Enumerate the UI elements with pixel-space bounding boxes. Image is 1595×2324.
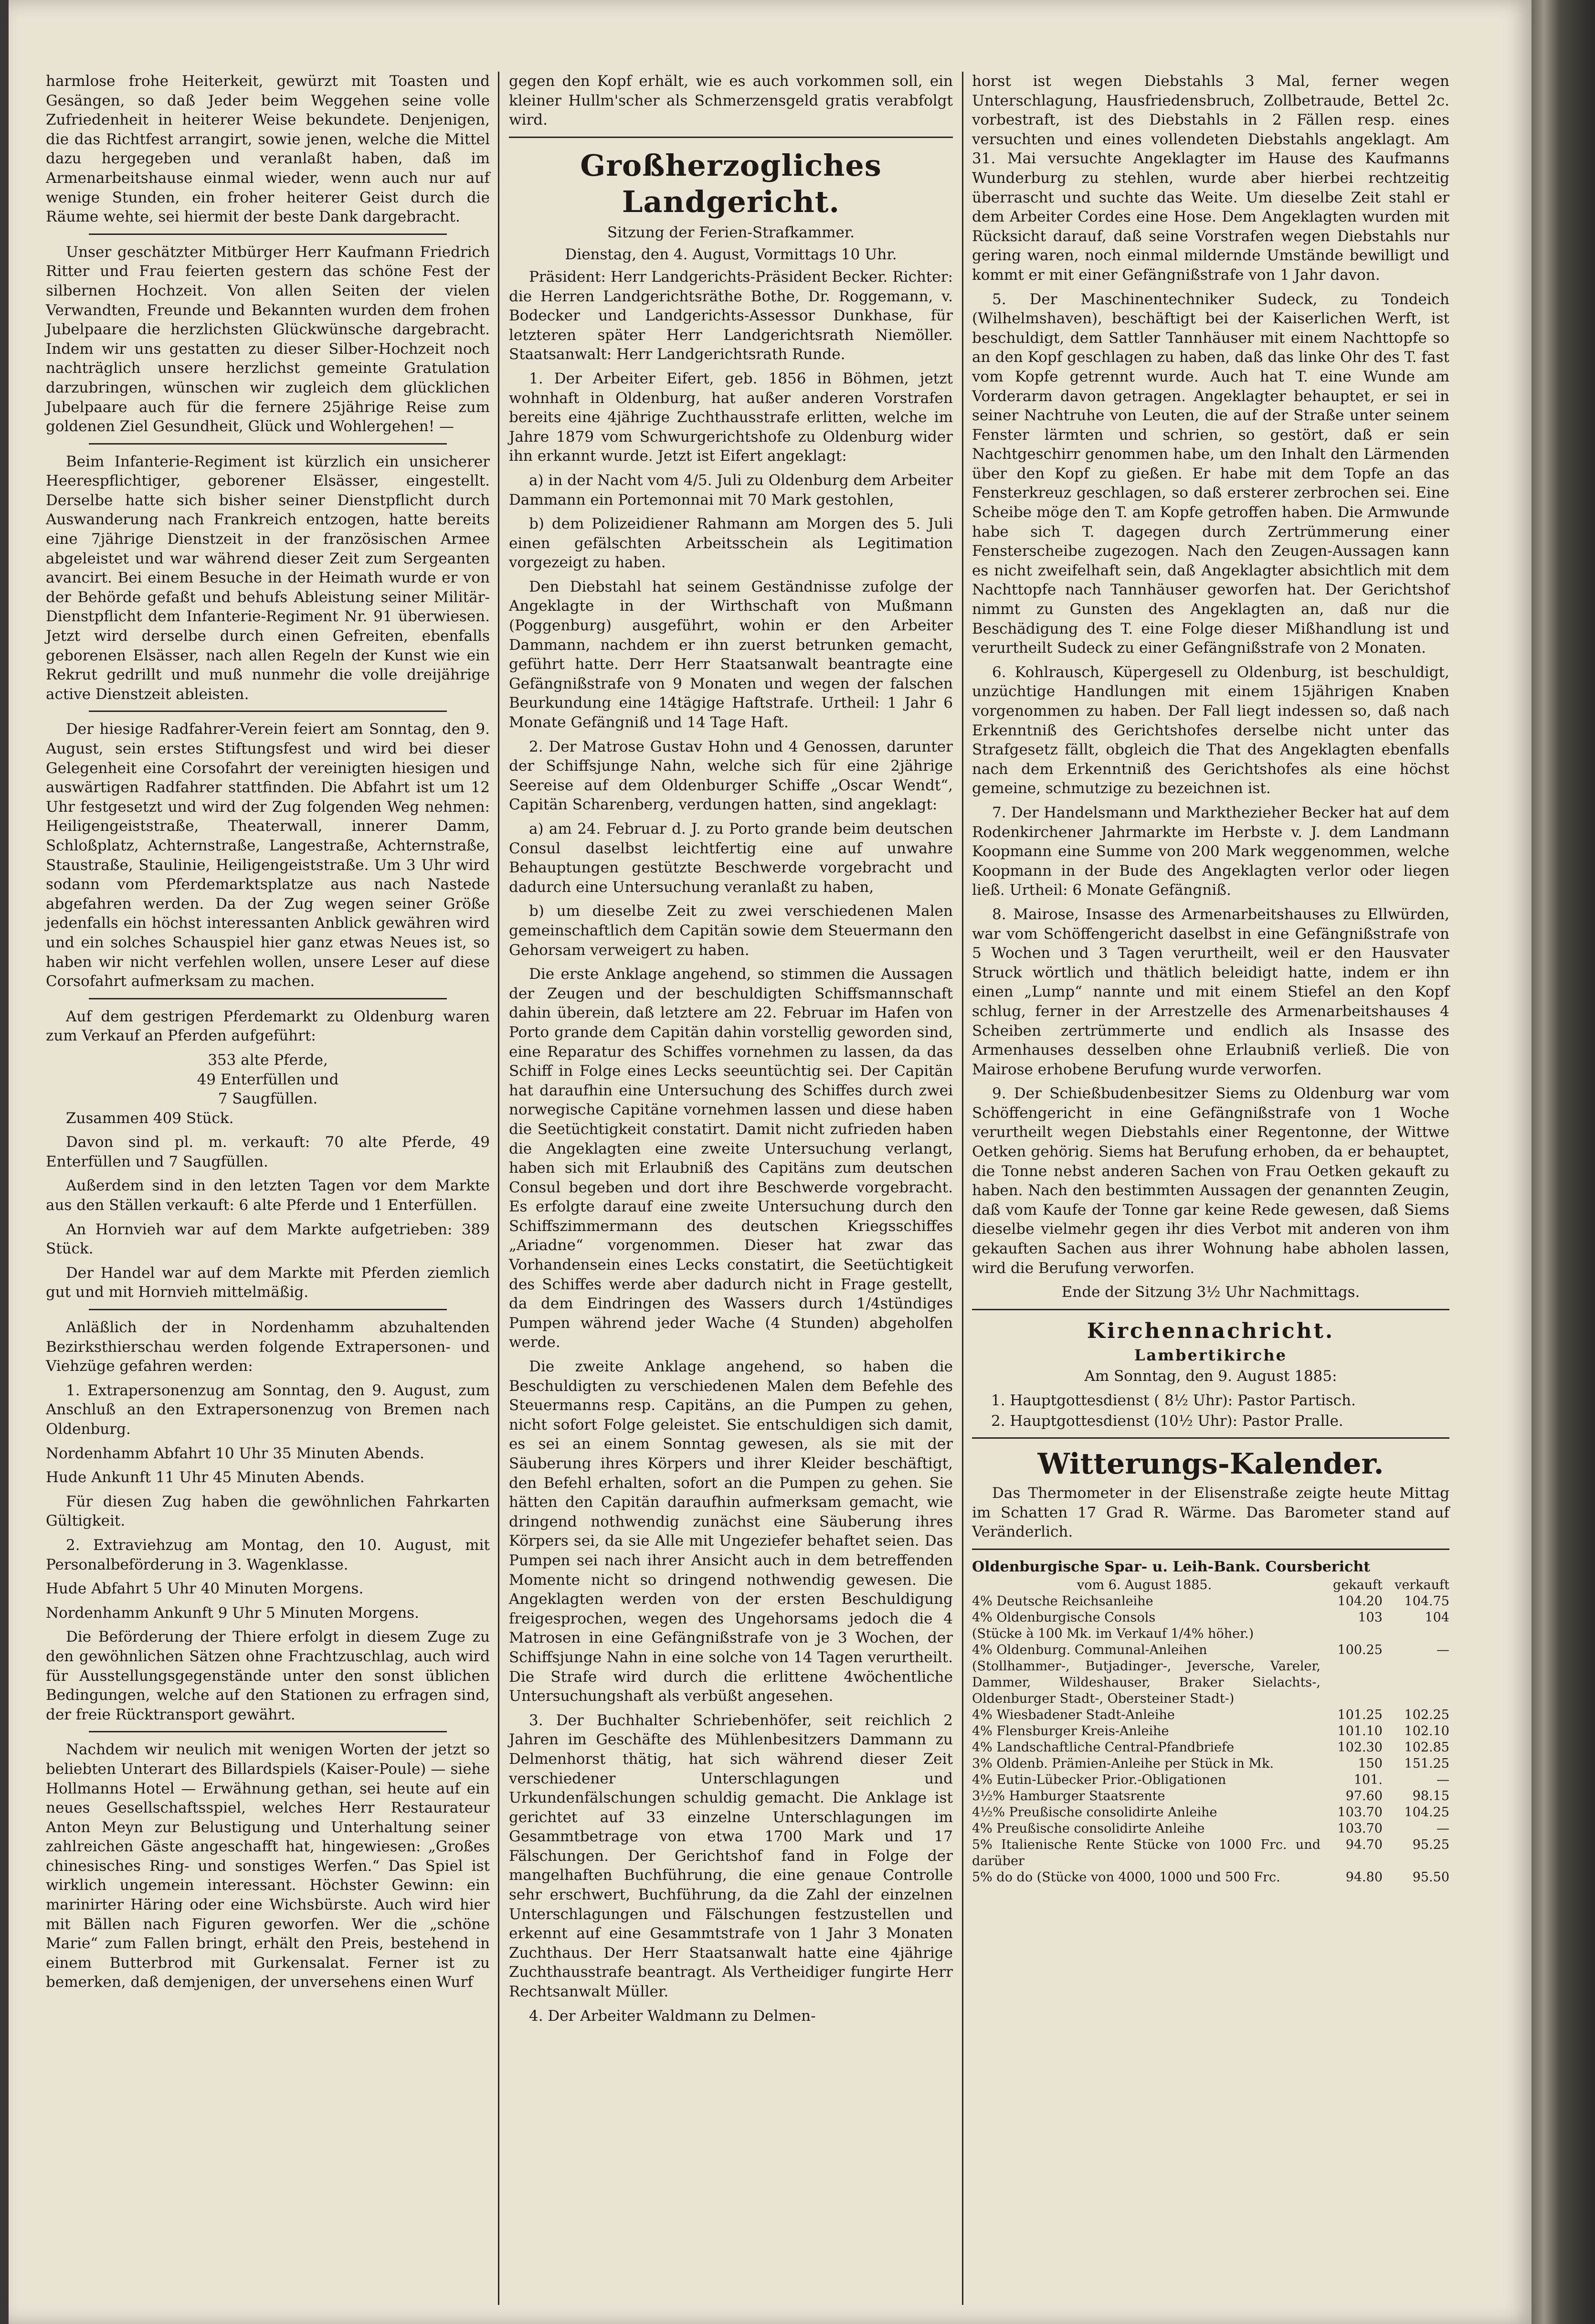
exchange-sold: 104.75	[1404, 1593, 1449, 1609]
article-text: 1. Extrapersonenzug am Sonntag, den 9. August, zum Anschluß an den Extrapersonenzug von Bremen nach Oldenburg.	[46, 1381, 490, 1438]
exchange-name: 4% Landschaftliche Central-Pfandbriefe	[972, 1740, 1235, 1755]
timetable-line: Hude Abfahrt 5 Uhr 40 Minuten Morgens.	[46, 1580, 364, 1598]
service-item: 2. Hauptgottesdienst (10½ Uhr): Pastor Pralle.	[991, 1412, 1343, 1430]
list-item: 7 Saugfüllen.	[218, 1090, 318, 1108]
article-cycling-club: Der hiesige Radfahrer-Verein feiert am Sonntag, den 9. August, sein erstes Stiftungsfest und wird bei dieser Gelegenheit eine Corsofahrt der vereinigten hiesigen und auswärtigen Radfahrer stattfinden. Die Abfahrt ist um 12 Uhr festgesetzt und wird der Zug folgenden Weg nehmen: Heiligengeiststraße, Theaterwall, innerer Damm, Schloßplatz, Achternstraße, Langestraße, Achternstraße, Staustraße, Staulinie, Heiligengeiststraße. Um 3 Uhr wird sodann vom Pferdemarktsplatze aus nach Nastede abgefahren werden. Da der Zug wegen seiner Größe jedenfalls ein höchst interessanten Anblick gewähren wird und ein solches Schauspiel hier ganz etwas Neues ist, so haben wir nicht verfehlen wollen, unsere Leser auf diese Corsofahrt aufmerksam zu machen.	[46, 721, 490, 990]
exchange-name: 4% Oldenburg. Communal-Anleihen	[972, 1642, 1207, 1657]
exchange-name: 5% Italienische Rente Stücke von 1000 Frc. und darüber	[972, 1837, 1320, 1868]
article-animal-show: Anläßlich der in Nordenhamm abzuhaltenden Bezirksthierschau werden folgende Extrapersonen- und Viehzüge gefahren werden:	[46, 1319, 490, 1375]
exchange-sold: 102.85	[1404, 1740, 1449, 1755]
weather-heading: Witterungs-Kalender.	[1037, 1447, 1384, 1481]
exchange-name: (Stücke à 100 Mk. im Verkauf 1/4% höher.)	[972, 1626, 1254, 1641]
timetable-line: Hude Ankunft 11 Uhr 45 Minuten Abends.	[46, 1469, 365, 1486]
column-2	[509, 72, 953, 2305]
weather-text: Das Thermometer in der Elisenstraße zeigte heute Mittag im Schatten 17 Grad R. Wärme. Das Barometer stand auf Veränderlich.	[972, 1485, 1449, 1541]
exchange-sold	[1383, 1658, 1449, 1707]
exchange-bought: 101.25	[1337, 1707, 1383, 1722]
col-head-sold: verkauft	[1394, 1577, 1449, 1592]
exchange-row	[972, 1788, 1449, 1804]
church-news-heading: Kirchennachricht.	[1087, 1318, 1335, 1343]
exchange-sold: 95.25	[1412, 1837, 1449, 1852]
exchange-row	[972, 1740, 1449, 1756]
exchange-table	[972, 1577, 1449, 1886]
list-item: 49 Enterfüllen und	[197, 1071, 339, 1088]
case-text: b) dem Polizeidiener Rahmann am Morgen des 5. Juli einen gefälschten Arbeitsschein als Legitimation vorgezeigt zu haben.	[509, 515, 953, 572]
exchange-rows	[972, 1593, 1449, 1886]
exchange-row	[972, 1723, 1449, 1740]
exchange-bought: 94.80	[1345, 1869, 1383, 1885]
church-name: Lambertikirche	[1134, 1346, 1287, 1364]
divider	[89, 998, 447, 999]
list-item: 353 alte Pferde,	[208, 1051, 328, 1069]
article-text: Außerdem sind in den letzten Tagen vor dem Markte aus den Ställen verkauft: 6 alte Pferde und 1 Enterfüllen.	[46, 1177, 490, 1214]
divider	[972, 1309, 1449, 1310]
article-text: gegen den Kopf erhält, wie es auch vorkommen soll, ein kleiner Hullm'scher als Schmerzensgeld gratis verabfolgt wird.	[509, 73, 953, 129]
exchange-sold: 102.25	[1404, 1707, 1449, 1722]
exchange-bought: 101.10	[1337, 1723, 1383, 1739]
exchange-sold: 104	[1425, 1610, 1449, 1625]
article-game: Nachdem wir neulich mit wenigen Worten der jetzt so beliebten Unterart des Billardspiels (Kaiser-Poule) — siehe Hollmanns Hotel — Erwähnung gethan, sei heute auf ein neues Gesellschaftsspiel, welches Herr Restaurateur Anton Meyn zur Belustigung und Unterhaltung seiner zahlreichen Gäste angeschafft hat, hingewiesen: „Großes chinesisches Ring- und sonstiges Werfen.“ Das Spiel ist wirklich ungemein interessant. Höchster Gewinn: ein marinirter Häring oder eine Wichsbürste. Auch wird hier mit Bällen nach Figuren geworfen. Wer die „schöne Marie“ zum Fallen bringt, erhält den Preis, bestehend in einem Butterbrod mit Gurkensalat. Ferner ist zu bemerken, daß demjenigen, der unversehens einen Wurf	[46, 1741, 490, 1991]
article-text: Der Handel war auf dem Markte mit Pferden ziemlich gut und mit Hornvieh mittelmäßig.	[46, 1264, 490, 1301]
case-text: Den Diebstahl hat seinem Geständnisse zufolge der Angeklagte in der Wirthschaft von Mußmann (Poggenburg) ausgeführt, wohin er den Arbeiter Dammann, nachdem er ihn zuerst betrunken gemacht, geführt hatte. Derr Herr Staatsanwalt beantragte eine Gefängnißstrafe von 9 Monaten und wegen der falschen Beurkundung eine 14tägige Haftstrafe. Urtheil: 1 Jahr 6 Monate Gefängniß und 14 Tage Haft.	[509, 578, 953, 732]
exchange-row	[972, 1804, 1449, 1821]
exchange-bought	[1320, 1626, 1383, 1642]
col-head-bought: gekauft	[1333, 1577, 1383, 1592]
timetable-line: Nordenhamm Abfahrt 10 Uhr 35 Minuten Abends.	[46, 1444, 424, 1462]
article-text: Davon sind pl. m. verkauft: 70 alte Pferde, 49 Enterfüllen und 7 Saugfüllen.	[46, 1134, 490, 1170]
exchange-sold: 98.15	[1412, 1788, 1449, 1804]
exchange-bought: 100.25	[1337, 1642, 1383, 1657]
exchange-sold: —	[1437, 1642, 1449, 1657]
exchange-name: 4% Wiesbadener Stadt-Anleihe	[972, 1707, 1175, 1722]
exchange-bought	[1320, 1658, 1383, 1707]
article-infantry: Beim Infanterie-Regiment ist kürzlich ein unsicherer Heerespflichtiger, geborener Elsässer, eingestellt. Derselbe hatte sich bisher seiner Dienstpflicht durch Auswanderung nach Frankreich entzogen, hatte bereits eine 7jährige Dienstzeit in der französischen Armee abgeleistet und war während dieser Zeit zum Sergeanten avancirt. Bei einem Besuche in der Heimath wurde er von der Behörde gefaßt und behufs Ableistung seiner Militär-Dienstpflicht dem Infanterie-Regiment Nr. 91 überwiesen. Jetzt wird derselbe durch einen Gefreiten, ebenfalls geborenen Elsässer, nach allen Regeln der Kunst wie ein Rekrut gedrillt und muß nunmehr die volle dreijährige active Dienstzeit ableisten.	[46, 453, 490, 703]
church-date: Am Sonntag, den 9. August 1885:	[1084, 1368, 1337, 1385]
article-text: An Hornvieh war auf dem Markte aufgetrieben: 389 Stück.	[46, 1220, 490, 1258]
newspaper-page	[9, 0, 1532, 2324]
exchange-row	[972, 1610, 1449, 1626]
exchange-name: 4% Oldenburgische Consols	[972, 1610, 1156, 1625]
exchange-bought: 150	[1358, 1756, 1383, 1771]
column-1	[46, 72, 490, 2305]
case-7: 7. Der Handelsmann und Markthezieher Becker hat auf dem Rodenkirchener Jahrmarkte im Herbste v. J. dem Landmann Koopmann eine Summe von 200 Mark weggenommen, welche Koopmann in der Bude des Angeklagten verlor oder liegen ließ. Urtheil: 6 Monate Gefängniß.	[972, 804, 1449, 899]
exchange-title: Oldenburgische Spar- u. Leih-Bank. Coursbericht	[972, 1558, 1371, 1575]
court-members: Präsident: Herr Landgerichts-Präsident Becker. Richter: die Herren Landgerichtsräthe Bothe, Dr. Roggemann, v. Bodecker und Landgerichts-Assessor Dunkhase, für letzteren später Herr Landgerichtsrath Niemöller. Staatsanwalt: Herr Landgerichtsrath Runde.	[509, 268, 953, 363]
case-1: 1. Der Arbeiter Eifert, geb. 1856 in Böhmen, jetzt wohnhaft in Oldenburg, hat außer anderen Vorstrafen bereits eine 4jährige Zuchthausstrafe erlitten, welche im Jahre 1879 vom Schwurgerichtshofe zu Oldenburg wider ihn erkannt wurde. Jetzt ist Eifert angeklagt:	[509, 370, 953, 465]
exchange-row	[972, 1593, 1449, 1610]
exchange-name: 4% Flensburger Kreis-Anleihe	[972, 1723, 1169, 1739]
exchange-name: 4% Eutin-Lübecker Prior.-Obligationen	[972, 1772, 1226, 1787]
exchange-row	[972, 1821, 1449, 1837]
exchange-bought: 97.60	[1345, 1788, 1383, 1804]
exchange-row	[972, 1626, 1449, 1642]
divider	[89, 233, 447, 235]
exchange-row	[972, 1772, 1449, 1788]
divider	[89, 443, 447, 445]
timetable-line: Nordenhamm Ankunft 9 Uhr 5 Minuten Morgens.	[46, 1604, 419, 1622]
column-rule	[498, 72, 499, 2305]
exchange-row	[972, 1642, 1449, 1658]
exchange-sold: —	[1437, 1772, 1449, 1787]
exchange-sold	[1383, 1626, 1449, 1642]
exchange-bought: 104.20	[1337, 1593, 1383, 1609]
service-item: 1. Hauptgottesdienst ( 8½ Uhr): Pastor Partisch.	[991, 1392, 1356, 1409]
exchange-name: 5% do do (Stücke von 4000, 1000 und 500 Frc.	[972, 1869, 1280, 1885]
case-2: 2. Der Matrose Gustav Hohn und 4 Genossen, darunter der Schiffsjunge Nahn, welche sich für eine 2jährige Seereise auf dem Oldenburger Schiffe „Oscar Wendt“, Capitän Scharenberg, verdungen hatten, sind angeklagt:	[509, 738, 953, 814]
case-6: 6. Kohlrausch, Küpergesell zu Oldenburg, ist beschuldigt, unzüchtige Handlungen mit einem 15jährigen Knaben vorgenommen zu haben. Der Fall liegt indessen so, daß nach Erkenntniß des Gerichtshofes derselbe nicht unter das Strafgesetz fällt, obgleich die That des Angeklagten ebenfalls nach dem Erkenntniß des Gerichtshofes als eine höchst gemeine, schmutzige zu bezeichnen ist.	[972, 663, 1449, 797]
exchange-sold: 104.25	[1404, 1804, 1449, 1820]
exchange-name: 4% Preußische consolidirte Anleihe	[972, 1821, 1205, 1836]
article-horse-market: Auf dem gestrigen Pferdemarkt zu Oldenburg waren zum Verkauf an Pferden aufgeführt:	[46, 1008, 490, 1045]
exchange-name: 3% Oldenb. Prämien-Anleihe per Stück in Mk.	[972, 1756, 1274, 1771]
article-text: Die Beförderung der Thiere erfolgt in diesem Zuge zu den gewöhnlichen Sätzen ohne Frachtzuschlag, auch wird für Ausstellungsgegenstände unter den sonst üblichen Bedingungen, welche auf den Stationen zu erfragen sind, der freie Rücktransport gewährt.	[46, 1628, 490, 1723]
case-text: a) am 24. Februar d. J. zu Porto grande beim deutschen Consul daselbst leichtfertig eine auf unwahre Behauptungen gestützte Beschwerde vorgebracht und dadurch eine Untersuchung veranlaßt zu haben,	[509, 820, 953, 896]
article-text: harmlose frohe Heiterkeit, gewürzt mit Toasten und Gesängen, so daß Jeder beim Weggehen seine volle Zufriedenheit in heiterer Weise bekundete. Denjenigen, die das Richtfest arrangirt, sowie jenen, welche die Mittel dazu hergegeben und veranlaßt haben, daß im Armenarbeitshause einmal wieder, wenn auch nur auf wenige Stunden, ein froher heiterer Geist durch die Räume wehte, sei hiermit der beste Dank dargebracht.	[46, 73, 490, 226]
divider	[89, 1309, 447, 1310]
exchange-row	[972, 1837, 1449, 1869]
article-text: Für diesen Zug haben die gewöhnlichen Fahrkarten Gültigkeit.	[46, 1493, 490, 1530]
column-3	[972, 72, 1449, 2305]
exchange-bought: 103.70	[1337, 1821, 1383, 1836]
exchange-bought: 103	[1358, 1610, 1383, 1625]
column-rule	[962, 72, 963, 2305]
exchange-row	[972, 1658, 1449, 1707]
divider	[972, 1549, 1449, 1550]
section-subheading: Sitzung der Ferien-Strafkammer.	[607, 223, 855, 241]
exchange-bought: 94.70	[1345, 1837, 1383, 1852]
exchange-sold: 102.10	[1404, 1723, 1449, 1739]
exchange-bought: 103.70	[1337, 1804, 1383, 1820]
session-end: Ende der Sitzung 3½ Uhr Nachmittags.	[1061, 1284, 1360, 1301]
exchange-row	[972, 1869, 1449, 1886]
case-3: 3. Der Buchhalter Schriebenhöfer, seit reichlich 2 Jahren im Geschäfte des Mühlenbesitzers Dammann zu Delmenhorst thätig, hat sich während dieser Zeit verschiedener Unterschlagungen und Urkundenfälschungen schuldig gemacht. Die Anklage ist gerichtet auf 33 einzelne Unterschlagungen im Gesammtbetrage von etwa 1700 Mark und 17 Fälschungen. Der Gerichtshof fand in Folge der mangelhaften Buchführung, die eine genaue Controlle sehr erschwert, Buchführung, da die Zahl der einzelnen Unterschlagungen und Fälschungen festzustellen und erkennt auf eine Gesammtstrafe von 1 Jahr 3 Monaten Zuchthaus. Der Herr Staatsanwalt hatte eine 4jährige Zuchthausstrafe beantragt. Als Vertheidiger fungirte Herr Rechtsanwalt Müller.	[509, 1711, 953, 2001]
case-text: a) in der Nacht vom 4/5. Juli zu Oldenburg dem Arbeiter Dammann ein Portemonnai mit 70 Mark gestohlen,	[509, 471, 953, 509]
article-text: 2. Extraviehzug am Montag, den 10. August, mit Personalbeförderung in 3. Wagenklasse.	[46, 1536, 490, 1573]
exchange-bought: 101.	[1353, 1772, 1383, 1787]
book-edge	[1532, 0, 1595, 2324]
case-text: horst ist wegen Diebstahls 3 Mal, ferner wegen Unterschlagung, Hausfriedensbruch, Zollbetraude, Bettel 2c. vorbestraft, ist des Diebstahls in 2 Fällen resp. eines versuchten und eines vollendeten Diebstahls angeklagt. Am 31. Mai versuchte Angeklagter im Hause des Kaufmanns Wunderburg zu stehlen, wurde aber hierbei rechtzeitig überrascht und suchte das Weite. Um dieselbe Zeit stahl er dem Arbeiter Cordes eine Hose. Dem Angeklagten wurden mit Rücksicht darauf, daß seine Vorstrafen wegen Diebstahls nur gering waren, noch einmal mildernde Umstände bewilligt und kommt er mit einer Gefängnißstrafe von 1 Jahr davon.	[972, 73, 1449, 284]
case-text: b) um dieselbe Zeit zu zwei verschiedenen Malen gemeinschaftlich dem Capitän sowie dem Steuermann den Gehorsam verweigert zu haben.	[509, 902, 953, 959]
exchange-row	[972, 1707, 1449, 1723]
case-5: 5. Der Maschinentechniker Sudeck, zu Tondeich (Wilhelmshaven), beschäftigt bei der Kaiserlichen Werft, ist beschuldigt, dem Sattler Tannhäuser mit einem Nachttopfe so an den Kopf geschlagen zu haben, daß das linke Ohr des T. fast vom Kopfe getrennt wurde. Auch hat T. eine Wunde am Vorderarm davon getragen. Angeklagter behauptet, er sei in seiner Nachtruhe von Leuten, die auf der Straße unter seinem Fenster lärmten und schrien, so gestört, daß er sein Nachtgeschirr genommen habe, um den Inhalt den Lärmenden über den Kopf zu gießen. Er habe mit dem Topfe an das Fensterkreuz geschlagen, so daß ersterer zerbrochen sei. Eine Scheibe möge den T. am Kopfe getroffen haben. Die Armwunde habe sich T. dagegen durch Zertrümmerung einer Fensterscheibe zugezogen. Nach den Zeugen-Aussagen kann es nicht zweifelhaft sein, daß Angeklagter absichtlich mit dem Nachttopfe nach Tannhäuser geworfen hat. Der Gerichtshof nimmt zu Gunsten des Angeklagten an, daß nur die Beschädigung des T. eine Folge dieser Mißhandlung ist und verurtheilt Sudeck zu einer Gefängnißstrafe von 2 Monaten.	[972, 290, 1449, 657]
session-date: Dienstag, den 4. August, Vormittags 10 Uhr.	[565, 246, 897, 264]
exchange-row	[972, 1756, 1449, 1772]
divider	[89, 711, 447, 712]
exchange-name: 4½% Preußische consolidirte Anleihe	[972, 1804, 1217, 1820]
case-9: 9. Der Schießbudenbesitzer Siems zu Oldenburg war vom Schöffengericht in eine Gefängnißstrafe von 1 Woche verurtheilt wegen Diebstahls einer Regentonne, der Wittwe Oetken gehörig. Siems hat Berufung erhoben, da er behauptet, die Tonne nebst anderen Sachen von Frau Oetken gekauft zu haben. Nach den bestimmten Aussagen der genannten Zeugin, daß vom Kaufe der Tonne gar keine Rede gewesen, daß Siems dieselbe vielmehr gegen ihr dies Verbot mit anderen von ihm gekauften Sachen aus ihrer Wohnung habe abholen lassen, wird die Berufung verworfen.	[972, 1085, 1449, 1277]
case-text: Die erste Anklage angehend, so stimmen die Aussagen der Zeugen und der beschuldigten Schiffsmannschaft dahin überein, daß letztere am 22. Februar im Hafen von Porto grande dem Capitän dahin vorstellig geworden sind, eine Reparatur des Schiffes vornehmen zu lassen, da das Schiff in Folge eines Lecks seeuntüchtig sei. Der Capitän hat daraufhin eine Untersuchung des Schiffes durch zwei norwegische Capitäne vornehmen lassen und diese haben die Seetüchtigkeit constatirt. Damit nicht zufrieden haben die Angeklagten eine zweite Untersuchung verlangt, haben sich mit Erlaubniß des Capitäns zum deutschen Consul begeben und dort ihre Beschwerde vorgebracht. Es erfolgte darauf eine zweite Untersuchung durch den Schiffszimmermann des deutschen Kriegsschiffes „Ariadne“ vorgenommen. Dieser hat zwar das Vorhandensein eines Lecks constatirt, die Seetüchtigkeit des Schiffes werde aber dadurch nicht in Frage gestellt, da dem Eindringen des Wassers durch 1/4stündiges Pumpen während jeder Wache (4 Stunden) abgeholfen werde.	[509, 966, 953, 1351]
exchange-sold: 151.25	[1404, 1756, 1449, 1771]
exchange-sold: —	[1437, 1821, 1449, 1836]
exchange-sold: 95.50	[1412, 1869, 1449, 1885]
section-heading: Großherzogliches Landgericht.	[580, 148, 882, 219]
exchange-name: 4% Deutsche Reichsanleihe	[972, 1593, 1153, 1609]
divider	[89, 1731, 447, 1732]
exchange-date: vom 6. August 1885.	[1077, 1577, 1212, 1592]
exchange-bought: 102.30	[1337, 1740, 1383, 1755]
case-4: 4. Der Arbeiter Waldmann zu Delmen-	[529, 2007, 816, 2025]
case-text: Die zweite Anklage angehend, so haben die Beschuldigten zu verschiedenen Malen dem Befehle des Steuermanns resp. Capitäns, an die Pumpen zu gehen, nicht sofort Folge geleistet. Sie entschuldigen sich damit, es sei an einem Sonntag gewesen, als sie mit der Säuberung ihres Körpers und ihrer Kleider beschäftigt, den Befehl erhalten, sofort an die Pumpen zu gehen. Sie hätten den Capitän daraufhin aufmerksam gemacht, wie dringend nothwendig zunächst eine Säuberung ihres Körpers sei, da sie Alle mit Ungeziefer behaftet seien. Das Pumpen sei nach ihrer Ansicht auch in dem betreffenden Momente nicht so dringend nothwendig gewesen. Die Angeklagten werden von der ersten Beschuldigung freigesprochen, wegen des Ungehorsams jedoch die 4 Matrosen in eine Gefängnißstrafe von je 3 Wochen, der Schiffsjunge Nahn in eine solche von 14 Tagen verurtheilt. Die Strafe wird durch die erlittene 4wöchentliche Untersuchungshaft als verbüßt angesehen.	[509, 1358, 953, 1705]
article-text: Zusammen 409 Stück.	[66, 1109, 234, 1127]
divider	[972, 1437, 1449, 1439]
exchange-name: 3½% Hamburger Staatsrente	[972, 1788, 1165, 1804]
divider	[509, 137, 953, 138]
exchange-header	[972, 1577, 1449, 1593]
exchange-name: (Stollhammer-, Butjadinger-, Jeversche, Vareler, Dammer, Wildeshauser, Braker Sielachts-, Oldenburger Stadt-, Obersteiner Stadt-)	[972, 1658, 1320, 1706]
article-silver-wedding: Unser geschätzter Mitbürger Herr Kaufmann Friedrich Ritter und Frau feierten gestern das schöne Fest der silbernen Hochzeit. Von allen Seiten der vielen Verwandten, Freunde und Bekannten wurden dem frohen Jubelpaare die herzlichsten Glückwünsche dargebracht. Indem wir uns gestatten zu dieser Silber-Hochzeit noch nachträglich unsere herzlichst gemeinte Gratulation darzubringen, wünschen wir zugleich dem glücklichen Jubelpaare auch für die fernere 25jährige Reise zum goldenen Ziel Gesundheit, Glück und Wohlergehen! —	[46, 243, 490, 435]
case-8: 8. Mairose, Insasse des Armenarbeitshauses zu Ellwürden, war vom Schöffengericht daselbst in eine Gefängnißstrafe von 5 Wochen und 3 Tagen verurtheilt, weil er den Hausvater Struck wörtlich und thätlich beleidigt hatte, indem er ihn einen „Lump“ nannte und mit einem Stiefel an den Kopf schlug, ferner in der Arrestzelle des Armenarbeitshauses 4 Scheiben zertrümmerte und endlich als Insasse des Armenhauses desselben ohne Erlaubniß verließ. Die von Mairose erhobene Berufung wurde verworfen.	[972, 905, 1449, 1078]
